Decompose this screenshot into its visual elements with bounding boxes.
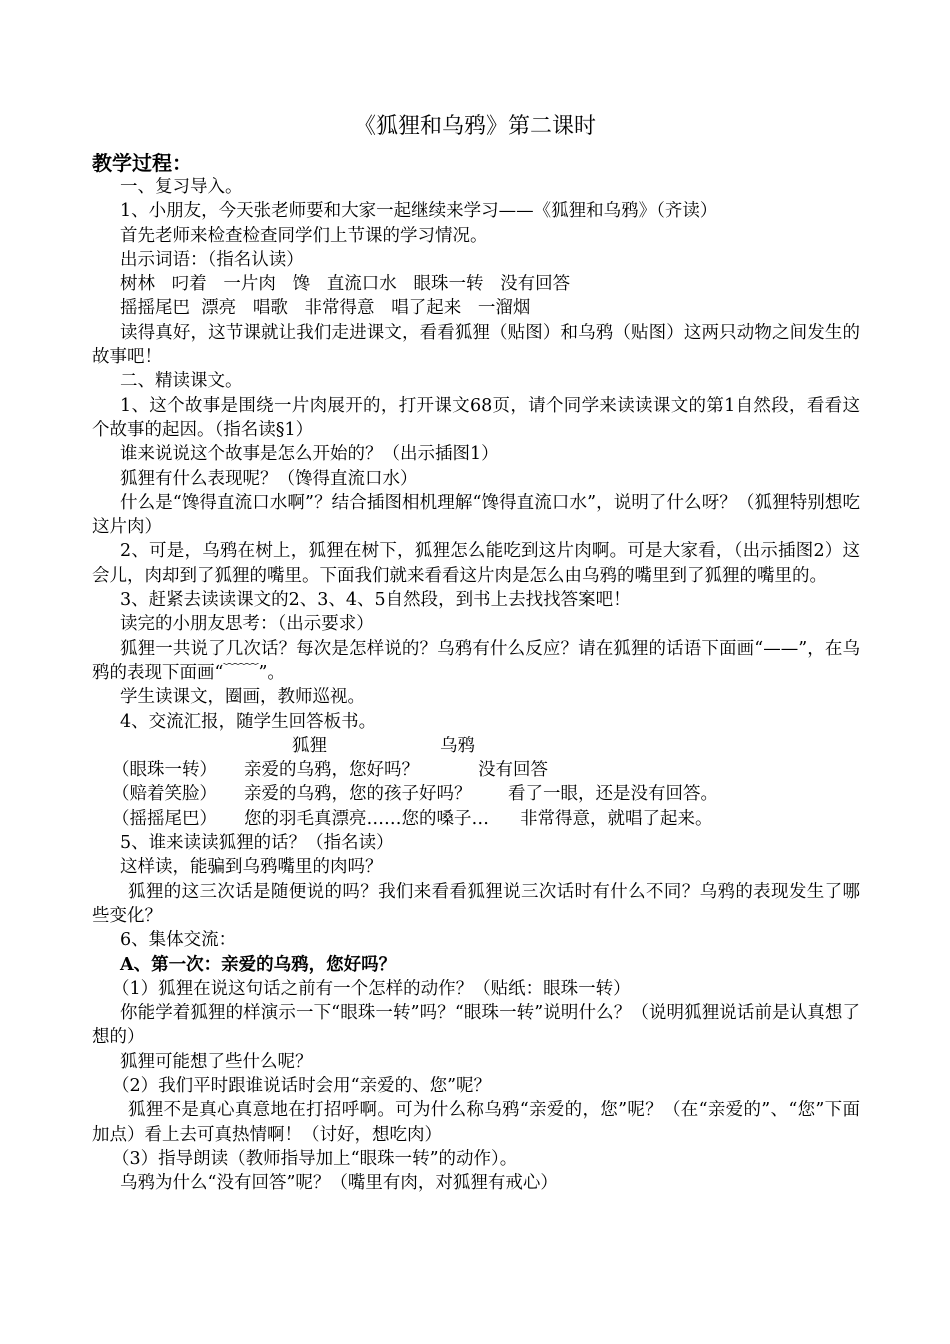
paragraph: 3、赶紧去读读课文的2、3、4、5自然段，到书上去找找答案吧！ <box>120 590 631 611</box>
word-list: 树林 叼着 一片肉 馋 直流口水 眼珠一转 没有回答 <box>120 274 571 295</box>
paragraph: 首先老师来检查检查同学们上节课的学习情况。 <box>120 225 488 246</box>
paragraph: 你能学着狐狸的样演示一下“眼珠一转”吗？“眼珠一转”说明什么？（说明狐狸说话前是认真想了想的） <box>92 1003 860 1048</box>
paragraph: （1）狐狸在说这句话之前有一个怎样的动作？（贴纸：眼珠一转） <box>112 978 631 999</box>
board-header <box>92 734 860 758</box>
word-list: 摇摇尾巴 漂亮 唱歌 非常得意 唱了起来 一溜烟 <box>120 298 531 319</box>
paragraph: 学生读课文，圈画，教师巡视。 <box>120 687 365 708</box>
crow-reaction: 看了一眼，还是没有回答。 <box>508 784 718 805</box>
paragraph: 出示词语：（指名认读） <box>120 249 304 270</box>
paragraph: （3）指导朗读（教师指导加上“眼珠一转”的动作）。 <box>112 1148 518 1169</box>
column-fox: 狐狸 <box>292 735 327 756</box>
fox-action: （摇摇尾巴） <box>112 808 217 829</box>
paragraph: 狐狸的这三次话是随便说的吗？我们来看看狐狸说三次话时有什么不同？乌鸦的表现发生了哪些变化？ <box>92 881 860 926</box>
paragraph: 5、谁来读读狐狸的话？（指名读） <box>120 833 394 854</box>
fox-action: （赔着笑脸） <box>112 784 217 805</box>
column-crow: 乌鸦 <box>440 735 475 756</box>
section-title: 二、精读课文。 <box>120 371 243 392</box>
section-heading: 教学过程： <box>92 151 192 175</box>
paragraph: 这样读，能骗到乌鸦嘴里的肉吗？ <box>120 857 383 878</box>
paragraph: 狐狸不是真心真意地在打招呼啊。可为什么称乌鸦“亲爱的，您”呢？（在“亲爱的”、“您”下面加点）看上去可真热情啊！（讨好，想吃肉） <box>92 1100 860 1145</box>
board-row <box>92 782 860 806</box>
board-row <box>92 807 860 831</box>
fox-action: （眼珠一转） <box>112 760 217 781</box>
document-body <box>92 175 860 1195</box>
crow-reaction: 没有回答 <box>478 760 548 781</box>
document-title: 《狐狸和乌鸦》第二课时 <box>353 114 596 139</box>
paragraph: 乌鸦为什么“没有回答”呢？（嘴里有肉，对狐狸有戒心） <box>120 1173 558 1194</box>
paragraph: 什么是“馋得直流口水啊”？结合插图相机理解“馋得直流口水”，说明了什么呀？（狐狸特别想吃这片肉） <box>92 492 860 538</box>
section-title: 一、复习导入。 <box>120 177 243 197</box>
fox-words: 亲爱的乌鸦，您的孩子好吗？ <box>244 784 472 805</box>
fox-words: 亲爱的乌鸦，您好吗？ <box>244 760 419 781</box>
paragraph: 读完的小朋友思考：（出示要求） <box>120 614 374 635</box>
paragraph: 1、这个故事是围绕一片肉展开的，打开课文68页，请个同学来读读课文的第1自然段，看看这个故事的起因。（指名读§1） <box>92 395 860 440</box>
subsection-title: A、第一次：亲爱的乌鸦，您好吗？ <box>120 954 397 975</box>
paragraph: 2、可是，乌鸦在树上，狐狸在树下，狐狸怎么能吃到这片肉啊。可是大家看，（出示插图2）这会儿，肉却到了狐狸的嘴里。下面我们就来看看这片肉是怎么由乌鸦的嘴里到了狐狸的嘴里的。 <box>92 541 860 586</box>
fox-words: 您的羽毛真漂亮……您的嗓子… <box>244 808 489 829</box>
paragraph: 6、集体交流： <box>120 930 237 951</box>
paragraph: 1、小朋友，今天张老师要和大家一起继续来学习——《狐狸和乌鸦》（齐读） <box>120 201 718 222</box>
paragraph: 狐狸有什么表现呢？（馋得直流口水） <box>120 468 418 489</box>
crow-reaction: 非常得意，就唱了起来。 <box>520 808 713 829</box>
paragraph: （2）我们平时跟谁说话时会用“亲爱的、您”呢？ <box>112 1075 492 1096</box>
paragraph: 狐狸可能想了些什么呢？ <box>120 1051 313 1072</box>
paragraph: 狐狸一共说了几次话？每次是怎样说的？乌鸦有什么反应？请在狐狸的话语下面画“——”，在乌鸦的表现下面画“﹋﹋”。 <box>92 638 860 683</box>
paragraph: 读得真好，这节课就让我们走进课文，看看狐狸（贴图）和乌鸦（贴图）这两只动物之间发生的故事吧！ <box>92 322 860 368</box>
board-row <box>92 758 860 782</box>
paragraph: 谁来说说这个故事是怎么开始的？（出示插图1） <box>120 444 499 465</box>
paragraph: 4、交流汇报，随学生回答板书。 <box>120 711 377 732</box>
